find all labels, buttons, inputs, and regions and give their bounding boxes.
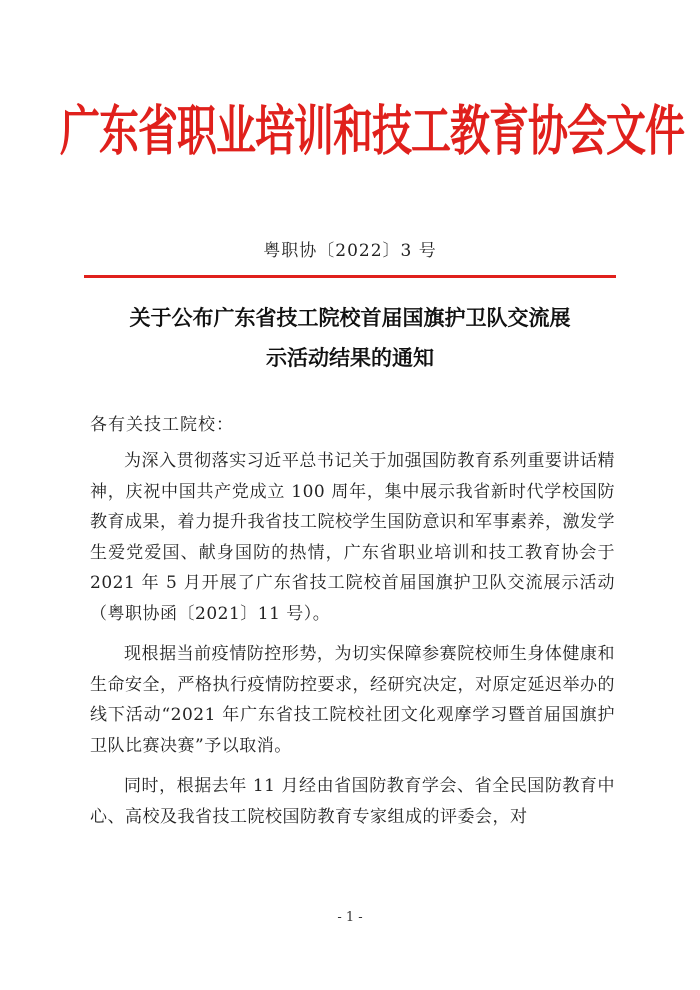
body-paragraph: 为深入贯彻落实习近平总书记关于加强国防教育系列重要讲话精神，庆祝中国共产党成立 100 周年，集中展示我省新时代学校国防教育成果，着力提升我省技工院校学生国防意识和军事素养，激发学生爱党爱国、献身国防的热情，广东省职业培训和技工教育协会于 2021 年 5 月开展了广东省技工院校首届国旗护卫队交流展示活动（粤职协函〔2021〕11 号）。 <box>90 451 615 624</box>
document-title-line-1: 关于公布广东省技工院校首届国旗护卫队交流展 <box>129 305 571 330</box>
page-number: - 1 - <box>337 910 363 925</box>
document-number: 粤职协〔2022〕3 号 <box>263 241 437 261</box>
body-paragraph: 现根据当前疫情防控形势，为切实保障参赛院校师生身体健康和生命安全，严格执行疫情防控要求，经研究决定，对原定延迟举办的线下活动“2021 年广东省技工院校社团文化观摩学习暨首届国旗护卫队比赛决赛”予以取消。 <box>90 644 615 756</box>
document-body <box>90 446 615 842</box>
red-header-org-title: 广东省职业培训和技工教育协会文件 <box>60 100 684 164</box>
red-divider-line <box>84 275 616 278</box>
document-title <box>84 298 616 378</box>
document-title-line-2: 示活动结果的通知 <box>266 345 434 370</box>
salutation: 各有关技工院校： <box>90 415 234 435</box>
body-paragraph: 同时，根据去年 11 月经由省国防教育学会、省全民国防教育中心、高校及我省技工院校国防教育专家组成的评委会，对 <box>90 776 615 827</box>
